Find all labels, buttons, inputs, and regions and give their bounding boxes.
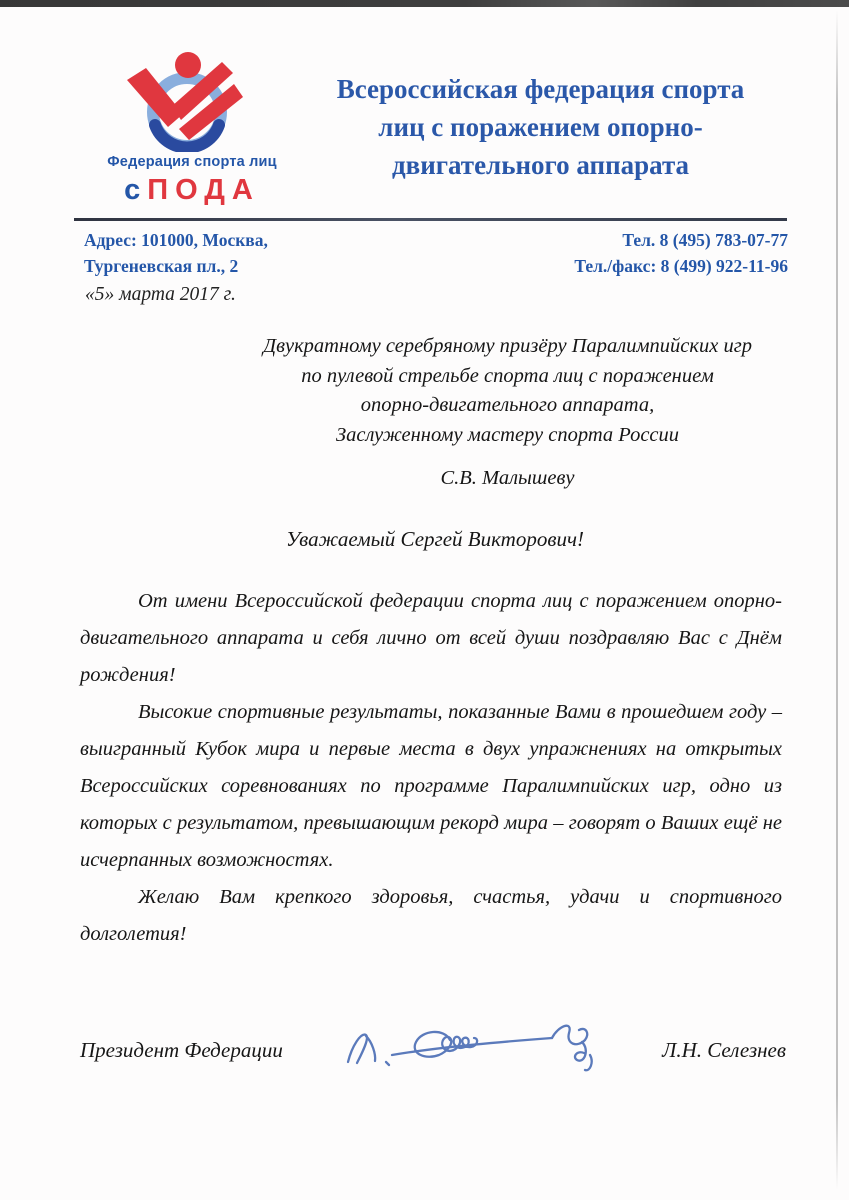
logo-acronym [92,174,292,207]
addressee-line: Заслуженному мастеру спорта России [335,423,680,446]
letter-date: «5» марта 2017 г. [85,284,236,305]
scan-artifact-page-edge [836,10,838,1190]
logo-caption: Федерация спорта лиц [107,154,277,170]
addressee-line: по пулевой стрельбе спорта лиц с поражением [301,364,714,387]
federation-logo [92,50,292,207]
phone-line: Тел. 8 (495) 783-07-77 [622,230,788,250]
address-block [84,227,268,279]
addressee-name: С.В. Малышеву [440,467,575,489]
phone-block [574,227,788,279]
phone-line: Тел./факс: 8 (499) 922-11-96 [574,256,788,276]
address-line: Тургеневская пл., 2 [84,256,239,276]
header-divider [74,218,787,221]
organization-title [288,70,793,184]
body-paragraph: От имени Всероссийской федерации спорта лиц с поражением опорно-двигательного аппарата и себя лично от всей души поздравляю Вас с Днём рождения! [80,590,782,686]
addressee-line: опорно-двигательного аппарата, [360,394,655,416]
address-line: Адрес: 101000, Москва, [84,230,268,250]
addressee-block [170,332,845,494]
organization-title-line: двигательного аппарата [391,150,690,180]
organization-title-line: Всероссийская федерация спорта [336,74,745,104]
body-paragraph: Желаю Вам крепкого здоровья, счастья, удачи и спортивного долголетия! [80,886,782,945]
salutation: Уважаемый Сергей Викторович! [286,527,584,551]
signature-block [80,1000,786,1110]
organization-title-line: лиц с поражением опорно- [378,112,703,142]
signer-name: Л.Н. Селезнев [662,1038,786,1062]
athlete-emblem-icon [116,50,268,152]
logo-acronym-main: ПОДА [147,174,260,206]
handwritten-signature-image [328,1000,628,1100]
logo-acronym-prefix: с [124,174,148,206]
letter-body [80,583,782,953]
scan-artifact-top-bar [0,0,849,7]
addressee-line: Двукратному серебряному призёру Паралимпийских игр [263,335,752,357]
body-paragraph: Высокие спортивные результаты, показанные Вами в прошедшем году – выигранный Кубок мира и первые места в двух упражнениях на открытых Всероссийских соревнованиях по программе Паралимпийских игр, одно из которых с результатом, превышающим рекорд мира – говорят о Ваших ещё не исчерпанных возможностях. [80,701,782,871]
contact-block [84,227,788,279]
signer-position: Президент Федерации [80,1038,283,1062]
